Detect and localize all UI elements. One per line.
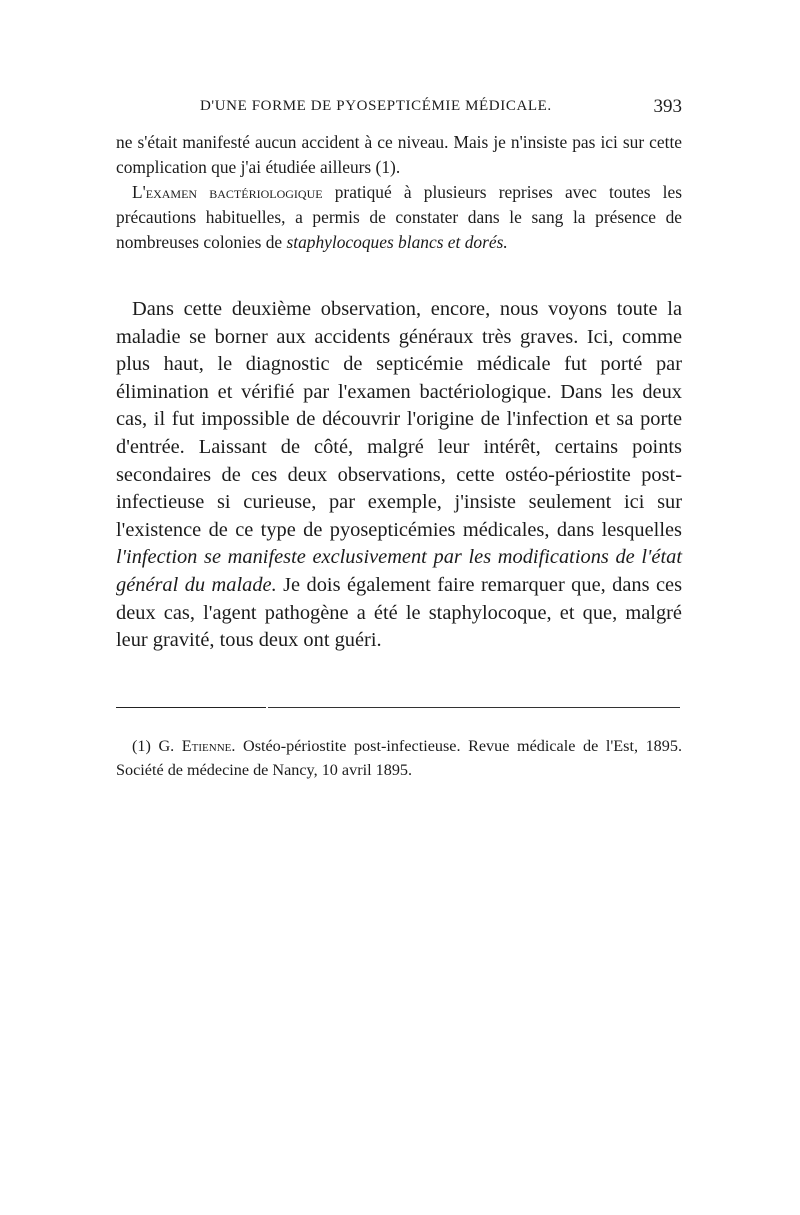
- footnote-separator-long: [268, 707, 680, 708]
- continuation-paragraph: ne s'était manifesté aucun accident à ce niveau. Mais je n'insiste pas ici sur cette complication que j'ai étudiée ailleurs (1).: [116, 132, 682, 177]
- exam-italic: staphylocoques blancs et dorés.: [286, 232, 508, 252]
- footnote-paragraph: [116, 734, 682, 782]
- footnote-text: Ostéo-périostite post-infectieuse. Revue médicale de l'Est, 1895. Société de médecine de Nancy, 10 avril 1895.: [116, 737, 682, 779]
- page-number: 393: [653, 96, 682, 117]
- page-header: [116, 98, 682, 124]
- observation-continuation: [116, 130, 682, 255]
- body-italic-1: l'infection se manifeste exclusivement par les modifications de l'état général du malade.: [116, 546, 682, 596]
- exam-text: pratiqué à plusieurs reprises avec toutes les précautions habituelles, a permis de constater dans le sang la présence de nombreuses colonies de: [116, 182, 682, 252]
- body-text-1: Dans cette deuxième observation, encore, nous voyons toute la maladie se borner aux accidents généraux très graves. Ici, comme plus haut, le diagnostic de septicémie médicale fut porté par élimination et vérifié par l'examen bactériologique. Dans les deux cas, il fut impossible de découvrir l'origine de l'infection et sa porte d'entrée. Laissant de côté, malgré leur intérêt, certains points secondaires de ces deux observations, cette ostéo-périostite post-infectieuse si curieuse, par exemple, j'insiste seulement ici sur l'existence de ce type de pyosepticémies médicales, dans lesquelles: [116, 298, 682, 541]
- footnote: [116, 734, 682, 782]
- footnote-separator-short: [116, 707, 266, 708]
- footnote-author: G. Etienne.: [158, 737, 236, 755]
- body-paragraph: [116, 296, 682, 655]
- body-text-2: Je dois également faire remarquer que, dans ces deux cas, l'agent pathogène a été le staphylocoque, et que, malgré leur gravité, tous deux ont guéri.: [116, 573, 682, 652]
- running-title: D'UNE FORME DE PYOSEPTICÉMIE MÉDICALE.: [200, 98, 552, 114]
- exam-label: L'examen bactériologique: [132, 182, 323, 202]
- main-text: [116, 296, 682, 655]
- footnote-marker: (1): [132, 737, 159, 755]
- bacteriological-exam-paragraph: [116, 180, 682, 255]
